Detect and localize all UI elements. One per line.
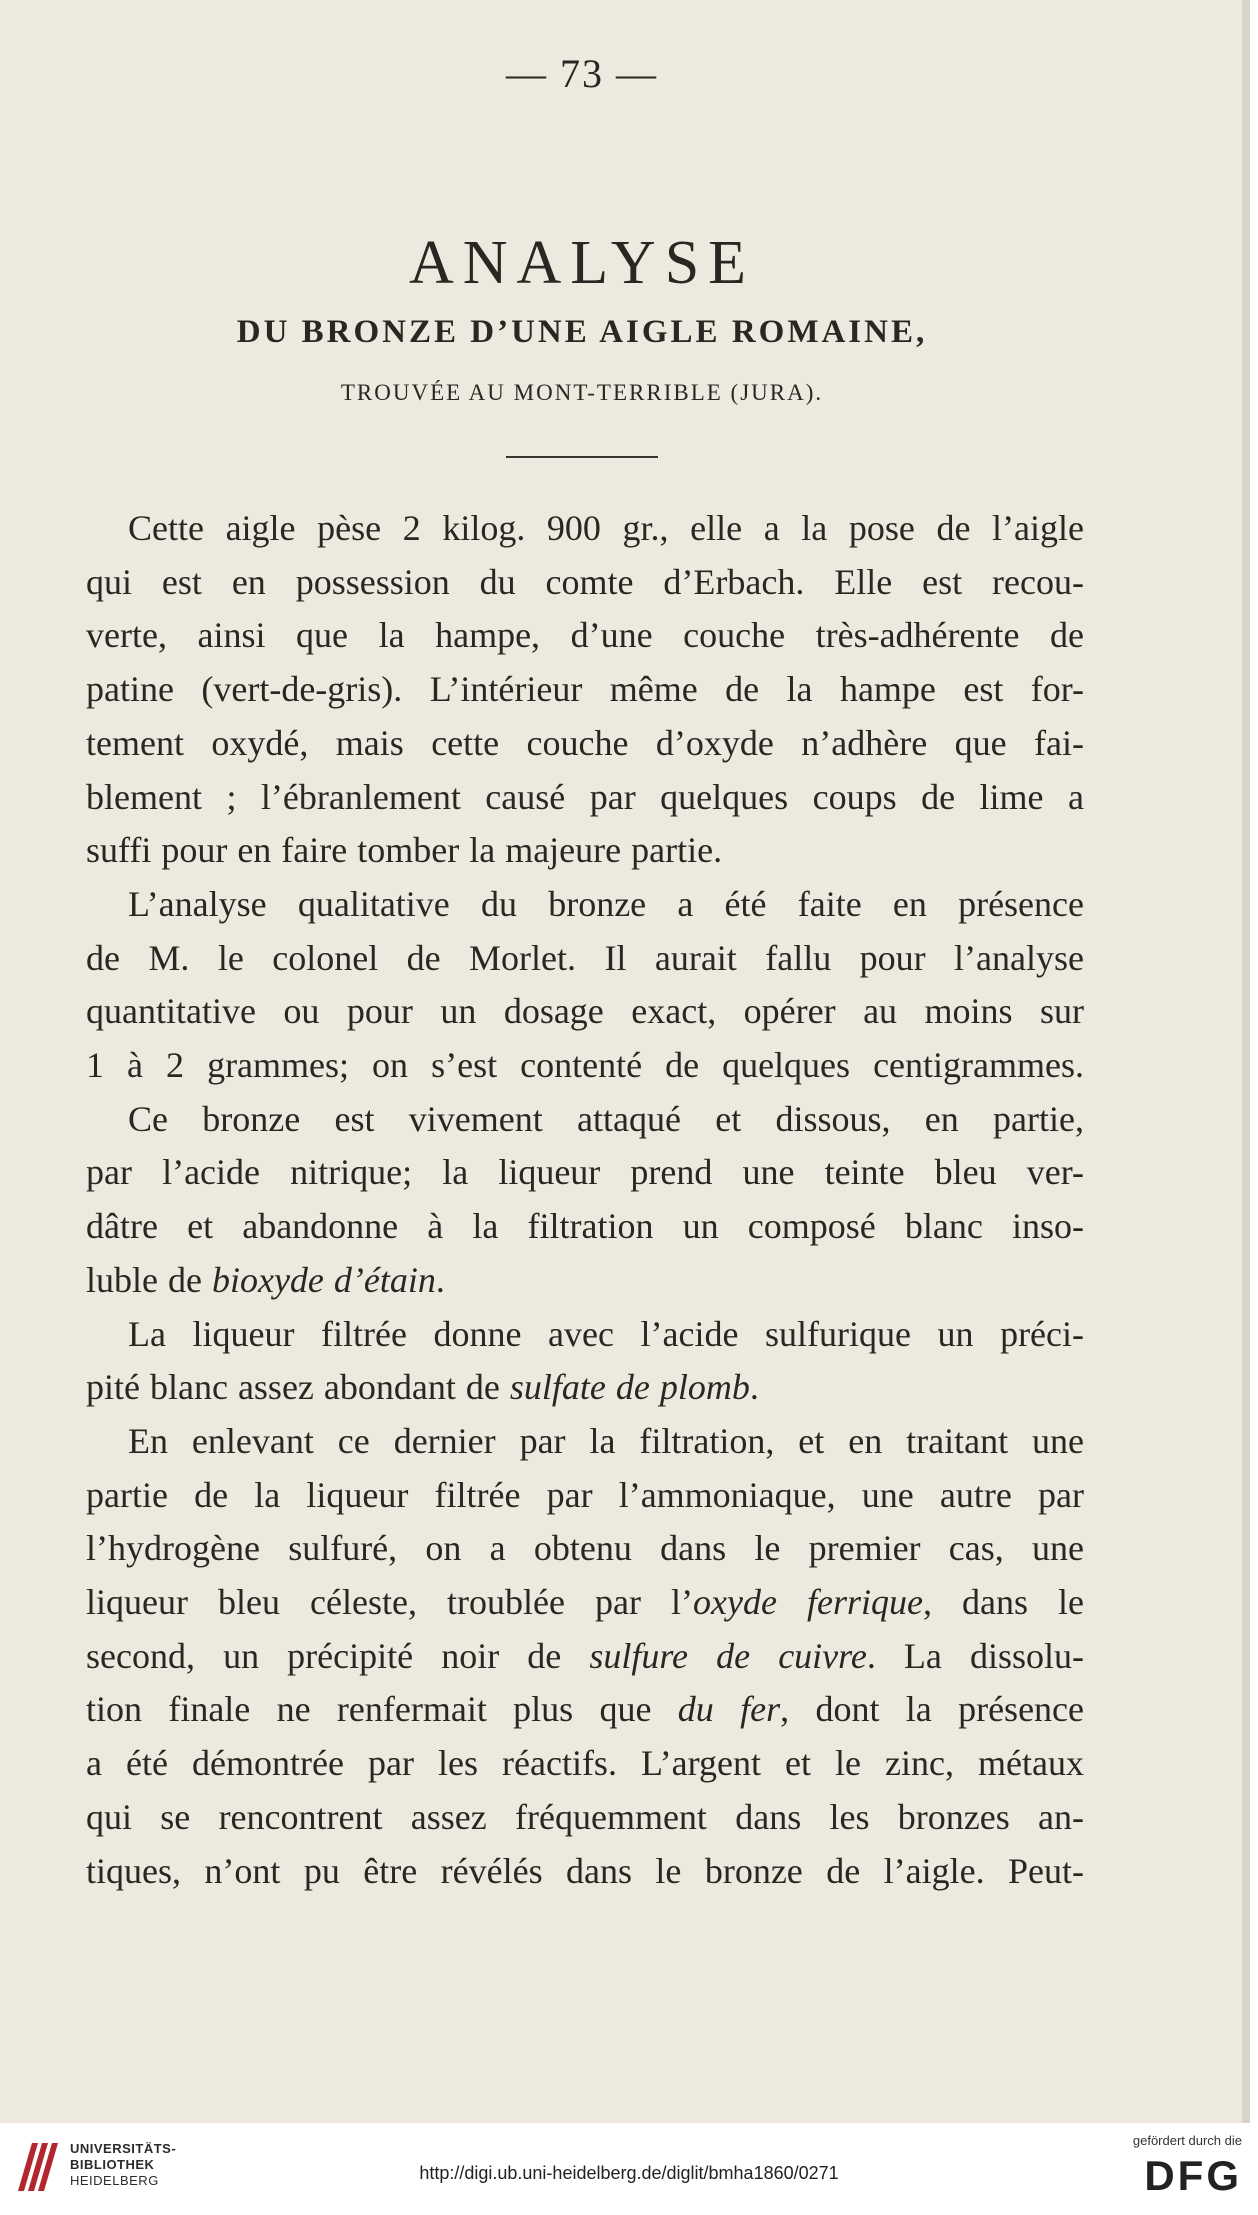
text-line xyxy=(86,1683,1084,1737)
title-divider xyxy=(506,456,658,458)
text-line xyxy=(86,1361,1084,1415)
text-line: Cette aigle pèse 2 kilog. 900 gr., elle a la pose de l’aigle xyxy=(128,508,1084,548)
text-run: , dans le xyxy=(922,1582,1084,1623)
italic-term: oxyde ferrique xyxy=(692,1582,923,1623)
paragraph xyxy=(86,878,1084,1093)
library-name-line-2: BIBLIOTHEK xyxy=(70,2157,155,2172)
text-run: . xyxy=(749,1367,759,1408)
text-run: tion finale ne renfermait plus que xyxy=(86,1689,678,1730)
page-subsubtitle: TROUVÉE AU MONT-TERRIBLE (JURA). xyxy=(340,380,824,405)
text-line xyxy=(86,1576,1084,1630)
text-run: luble de xyxy=(86,1259,212,1300)
italic-term: bioxyde d’étain xyxy=(211,1259,436,1300)
text-line xyxy=(86,1630,1084,1684)
text-line: suffi pour en faire tomber la majeure partie. xyxy=(86,830,723,871)
footer-bar xyxy=(0,2123,1258,2215)
text-run: , dont la présence xyxy=(780,1689,1084,1730)
page-edge xyxy=(1242,0,1250,2123)
page-title: ANALYSE xyxy=(408,229,756,297)
paragraph xyxy=(86,1308,1084,1415)
dfg-logo: DFG xyxy=(1144,2152,1242,2199)
text-run: . xyxy=(435,1259,445,1300)
page-number: — 73 — xyxy=(506,51,658,96)
italic-term: sulfure de cuivre xyxy=(589,1635,867,1676)
text-line: Ce bronze est vivement attaqué et dissous, en partie, xyxy=(128,1098,1084,1139)
text-line: par l’acide nitrique; la liqueur prend une teinte bleu ver- xyxy=(86,1152,1084,1193)
text-line: patine (vert-de-gris). L’intérieur même de la hampe est for- xyxy=(86,669,1084,710)
text-line: a été démontrée par les réactifs. L’argent et le zinc, métaux xyxy=(86,1743,1084,1784)
text-run: second, un précipité noir de xyxy=(86,1635,590,1676)
page-subtitle: DU BRONZE D’UNE AIGLE ROMAINE, xyxy=(236,314,928,350)
text-line: verte, ainsi que la hampe, d’une couche très-adhérente de xyxy=(86,615,1084,656)
text-line: La liqueur filtrée donne avec l’acide sulfurique un préci- xyxy=(128,1313,1084,1354)
body-text xyxy=(86,502,1084,1898)
text-line: dâtre et abandonne à la filtration un composé blanc inso- xyxy=(86,1206,1084,1247)
text-line: tiques, n’ont pu être révélés dans le bronze de l’aigle. Peut- xyxy=(86,1850,1084,1891)
text-line: tement oxydé, mais cette couche d’oxyde n’adhère que fai- xyxy=(86,722,1084,763)
italic-term: du fer xyxy=(677,1689,781,1730)
text-run: liqueur bleu céleste, troublée par l’ xyxy=(86,1582,693,1623)
library-name-line-3: HEIDELBERG xyxy=(70,2173,159,2188)
source-url-link[interactable]: http://digi.ub.uni-heidelberg.de/diglit/bmha1860/0271 xyxy=(419,2163,839,2183)
text-line: En enlevant ce dernier par la filtration, et en traitant une xyxy=(128,1420,1084,1461)
library-name-line-1: UNIVERSITÄTS- xyxy=(70,2141,177,2156)
funding-note: gefördert durch die xyxy=(1132,2133,1242,2148)
text-line: qui se rencontrent assez fréquemment dans les bronzes an- xyxy=(86,1796,1084,1837)
italic-term: sulfate de plomb xyxy=(509,1367,750,1408)
text-line: quantitative ou pour un dosage exact, opérer au moins sur xyxy=(86,991,1084,1032)
text-run: . La dissolu- xyxy=(866,1635,1084,1676)
paragraph xyxy=(86,1415,1084,1898)
text-line xyxy=(86,1254,1084,1308)
text-line: blement ; l’ébranlement causé par quelques coups de lime a xyxy=(86,776,1084,817)
paragraph xyxy=(86,1093,1084,1308)
text-line: qui est en possession du comte d’Erbach. Elle est recou- xyxy=(86,561,1084,602)
text-line: de M. le colonel de Morlet. Il aurait fallu pour l’analyse xyxy=(86,937,1084,978)
text-line: partie de la liqueur filtrée par l’ammoniaque, une autre par xyxy=(86,1474,1084,1515)
text-line: l’hydrogène sulfuré, on a obtenu dans le premier cas, une xyxy=(86,1528,1084,1569)
text-line: 1 à 2 grammes; on s’est contenté de quelques centigrammes. xyxy=(86,1045,1084,1086)
paragraph xyxy=(86,502,1084,878)
text-run: pité blanc assez abondant de xyxy=(86,1367,510,1408)
text-line: L’analyse qualitative du bronze a été faite en présence xyxy=(128,883,1084,924)
